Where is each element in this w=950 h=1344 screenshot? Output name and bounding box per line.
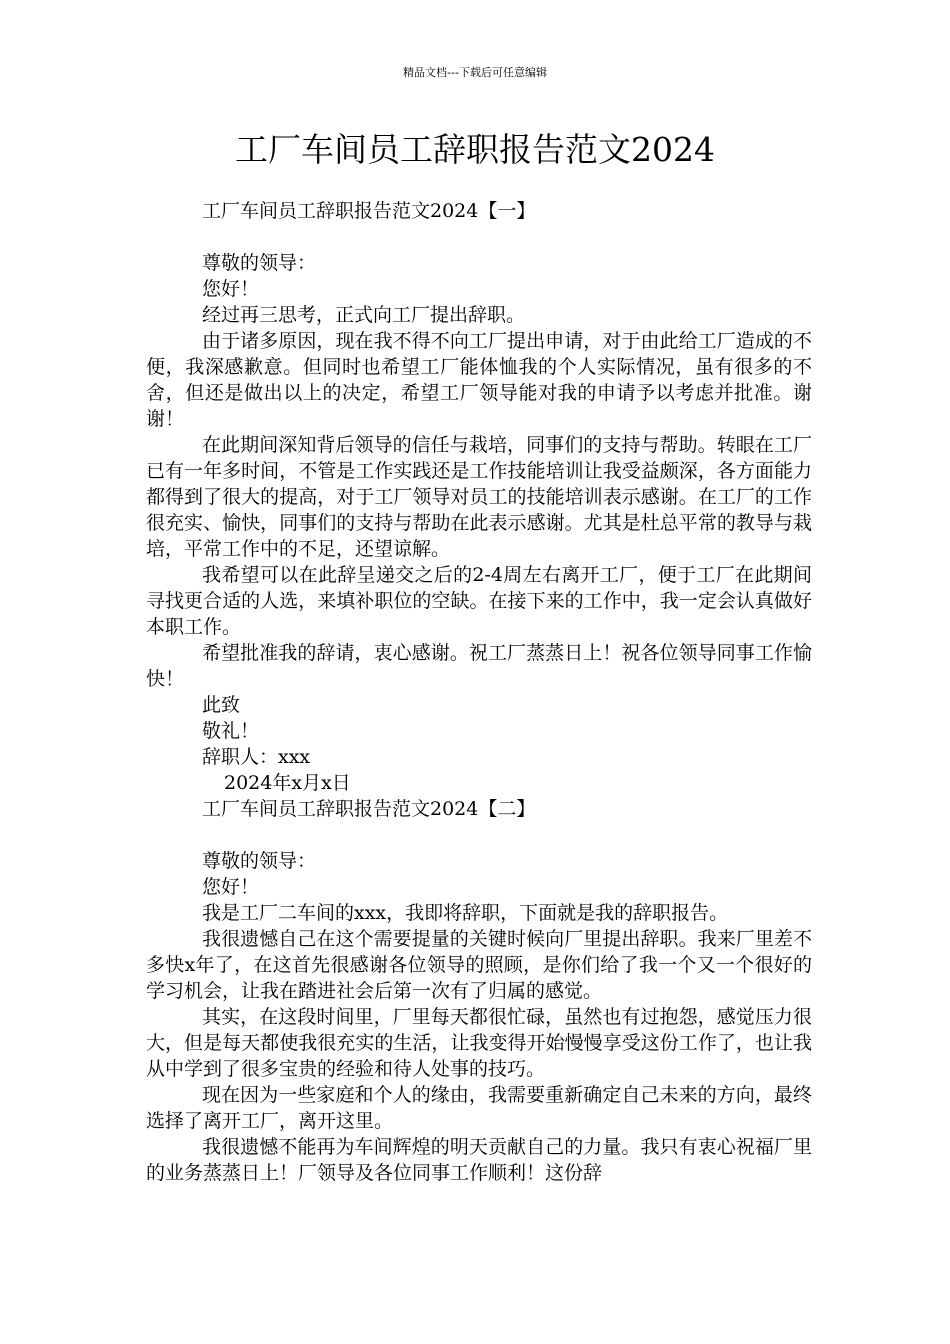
section-heading-2: 工厂车间员工辞职报告范文2024【二】: [202, 798, 536, 820]
signer: 辞职人：xxx: [202, 746, 311, 768]
document-title: 工厂车间员工辞职报告范文2024: [235, 130, 715, 169]
blank-line: [146, 224, 812, 250]
header-note: 精品文档---下载后可任意编辑: [403, 66, 547, 79]
paragraph: 在此期间深知背后领导的信任与栽培，同事们的支持与帮助。转眼在工厂已有一年多时间，不管是工作实践还是工作技能培训让我受益颇深，各方面能力都得到了很大的提高，对于工厂领导对员工的技能培训表示感谢。在工厂的工作很充实、愉快，同事们的支持与帮助在此表示感谢。尤其是杜总平常的教导与栽培，平常工作中的不足，还望谅解。: [146, 434, 812, 560]
paragraph: 经过再三思考，正式向工厂提出辞职。: [202, 304, 526, 326]
paragraph: 希望批准我的辞请，衷心感谢。祝工厂蒸蒸日上！祝各位领导同事工作愉快！: [146, 642, 812, 690]
closing-line: 此致: [202, 694, 241, 716]
paragraph: 现在因为一些家庭和个人的缘由，我需要重新确定自己未来的方向，最终选择了离开工厂，离开这里。: [146, 1084, 812, 1132]
greeting: 您好！: [202, 876, 260, 898]
blank-line: [146, 822, 812, 848]
date-line: 2024年x月x日: [224, 772, 351, 794]
paragraph: 我很遗憾不能再为车间辉煌的明天贡献自己的力量。我只有衷心祝福厂里的业务蒸蒸日上！厂领导及各位同事工作顺利！这份辞: [146, 1136, 812, 1184]
closing-line: 敬礼！: [202, 720, 260, 742]
paragraph: 由于诸多原因，现在我不得不向工厂提出申请，对于由此给工厂造成的不便，我深感歉意。但同时也希望工厂能体恤我的个人实际情况，虽有很多的不舍，但还是做出以上的决定，希望工厂领导能对我的申请予以考虑并批准。谢谢！: [146, 330, 812, 430]
paragraph: 我很遗憾自己在这个需要提量的关键时候向厂里提出辞职。我来厂里差不多快x年了，在这首先很感谢各位领导的照顾，是你们给了我一个又一个很好的学习机会，让我在踏进社会后第一次有了归属的感觉。: [146, 928, 812, 1002]
greeting: 您好！: [202, 278, 260, 300]
paragraph: 我希望可以在此辞呈递交之后的2-4周左右离开工厂，便于工厂在此期间寻找更合适的人选，来填补职位的空缺。在接下来的工作中，我一定会认真做好本职工作。: [146, 564, 812, 638]
section-heading-1: 工厂车间员工辞职报告范文2024【一】: [202, 200, 536, 222]
salutation: 尊敬的领导：: [202, 850, 317, 872]
document-body: [146, 198, 812, 1186]
paragraph: 其实，在这段时间里，厂里每天都很忙碌，虽然也有过抱怨，感觉压力很大，但是每天都使我很充实的生活，让我变得开始慢慢享受这份工作了，也让我从中学到了很多宝贵的经验和待人处事的技巧。: [146, 1006, 812, 1080]
paragraph: 我是工厂二车间的xxx，我即将辞职，下面就是我的辞职报告。: [202, 902, 729, 924]
salutation: 尊敬的领导：: [202, 252, 317, 274]
